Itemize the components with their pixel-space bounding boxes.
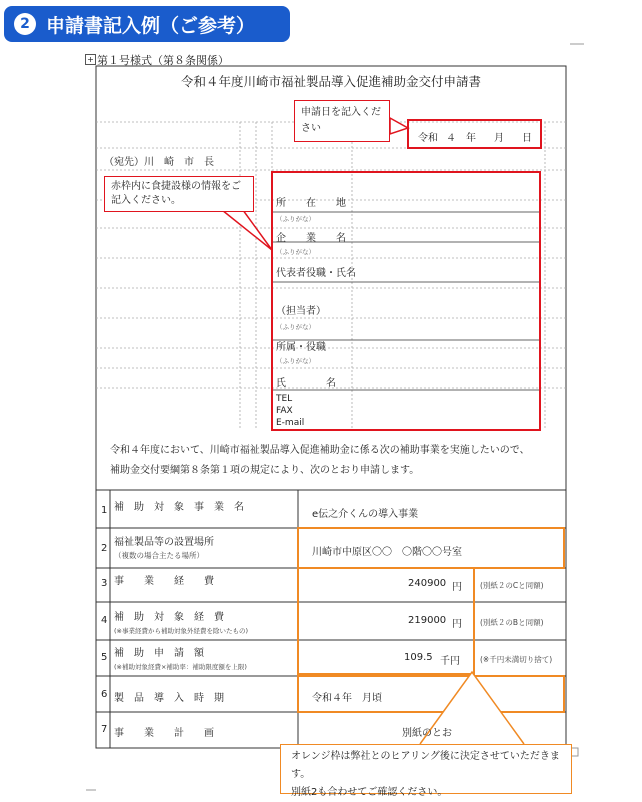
item-note: (別紙２のCと同額) xyxy=(480,581,544,590)
furigana-label-4: （ふりがな） xyxy=(276,357,315,365)
item-value[interactable]: 109.5 xyxy=(404,652,433,663)
item-sublabel: (※事業経費から補助対象外経費を除いたもの) xyxy=(114,627,249,635)
application-statement-line-1: 令和４年度において、川崎市福祉製品導入促進補助金に係る次の補助事業を実施したいので、 xyxy=(110,445,530,456)
orange-note-line-1: オレンジ枠は弊社とのヒアリング後に決定させていただきます。 xyxy=(291,751,560,780)
date-year-unit: 年 xyxy=(466,133,476,144)
item-value[interactable]: 240900 xyxy=(408,578,447,589)
item-value[interactable]: 219000 xyxy=(408,615,447,626)
item-unit: 円 xyxy=(452,619,462,630)
email-label: E-mail xyxy=(276,418,305,428)
date-callout-text: 申請日を記入ください xyxy=(301,107,381,134)
item-sublabel: (※補助対象経費×補助率：補助限度額を上限) xyxy=(114,663,247,671)
item-value[interactable]: 別紙のとお xyxy=(402,728,452,739)
item-label: 事 業 計 画 xyxy=(114,728,214,739)
item-number: 2 xyxy=(101,543,108,554)
item-number: 6 xyxy=(101,689,108,700)
item-number: 7 xyxy=(101,724,108,735)
item-value[interactable]: 令和４年 月頃 xyxy=(312,693,382,704)
item-note: (※千円未満切り捨て) xyxy=(480,655,553,664)
application-statement-line-2: 補助金交付要綱第８条第１項の規定により、次のとおり申請します。 xyxy=(110,465,420,476)
furigana-label-3: （ふりがな） xyxy=(276,323,315,331)
date-month-unit: 月 xyxy=(494,133,504,144)
item-label: 福祉製品等の設置場所 xyxy=(114,537,214,548)
item-label: 補 助 申 請 額 xyxy=(114,648,204,659)
form-number-label: 第１号様式（第８条関係） xyxy=(97,54,229,67)
item-value[interactable]: e伝之介くんの導入事業 xyxy=(312,509,419,520)
item-number: 4 xyxy=(101,615,108,626)
furigana-label-2: （ふりがな） xyxy=(276,248,315,256)
item-sublabel: （複数の場合主たる場所） xyxy=(114,551,204,560)
furigana-label-1: （ふりがな） xyxy=(276,215,315,223)
date-era[interactable]: 令和 xyxy=(418,133,438,144)
date-callout xyxy=(294,100,390,142)
date-day-unit: 日 xyxy=(522,133,532,144)
tel-label: TEL xyxy=(276,394,293,404)
representative-label: 代表者役職・氏名 xyxy=(276,268,356,279)
orange-frame-note xyxy=(280,744,572,798)
applicant-callout xyxy=(104,176,254,212)
item-number: 5 xyxy=(101,652,108,663)
applicant-callout-text: 赤枠内に食捷設様の情報をご記入ください。 xyxy=(111,181,241,206)
item-label: 製 品 導 入 時 期 xyxy=(114,693,224,704)
item-number: 3 xyxy=(101,578,108,589)
fax-label: FAX xyxy=(276,406,293,416)
addressee: （宛先）川 崎 市 長 xyxy=(104,157,214,168)
address-label: 所 在 地 xyxy=(276,198,346,209)
item-label: 事 業 経 費 xyxy=(114,576,214,587)
contact-person-label: （担当者） xyxy=(276,306,326,317)
document-title: 令和４年度川崎市福祉製品導入促進補助金交付申請書 xyxy=(180,74,481,89)
item-number: 1 xyxy=(101,505,108,516)
item-value[interactable]: 川崎市中原区〇〇 〇階〇〇号室 xyxy=(312,547,462,558)
date-year[interactable]: ４ xyxy=(446,133,456,144)
item-label: 補 助 対 象 事 業 名 xyxy=(114,502,244,513)
orange-note-line-2: 別紙2も合わせてご確認ください。 xyxy=(291,787,448,798)
table-move-handle-icon[interactable]: + xyxy=(85,54,96,65)
department-label: 所属・役職 xyxy=(276,342,326,353)
item-unit: 千円 xyxy=(440,656,460,667)
item-label: 補 助 対 象 経 費 xyxy=(114,612,224,623)
step-number-badge: 2 xyxy=(14,13,36,35)
company-label: 企 業 名 xyxy=(276,233,346,244)
section-title: 申請書記入例（ご参考） xyxy=(46,15,256,37)
item-note: (別紙２のBと同額) xyxy=(480,618,544,627)
name-label: 氏 名 xyxy=(276,378,336,389)
item-unit: 円 xyxy=(452,582,462,593)
